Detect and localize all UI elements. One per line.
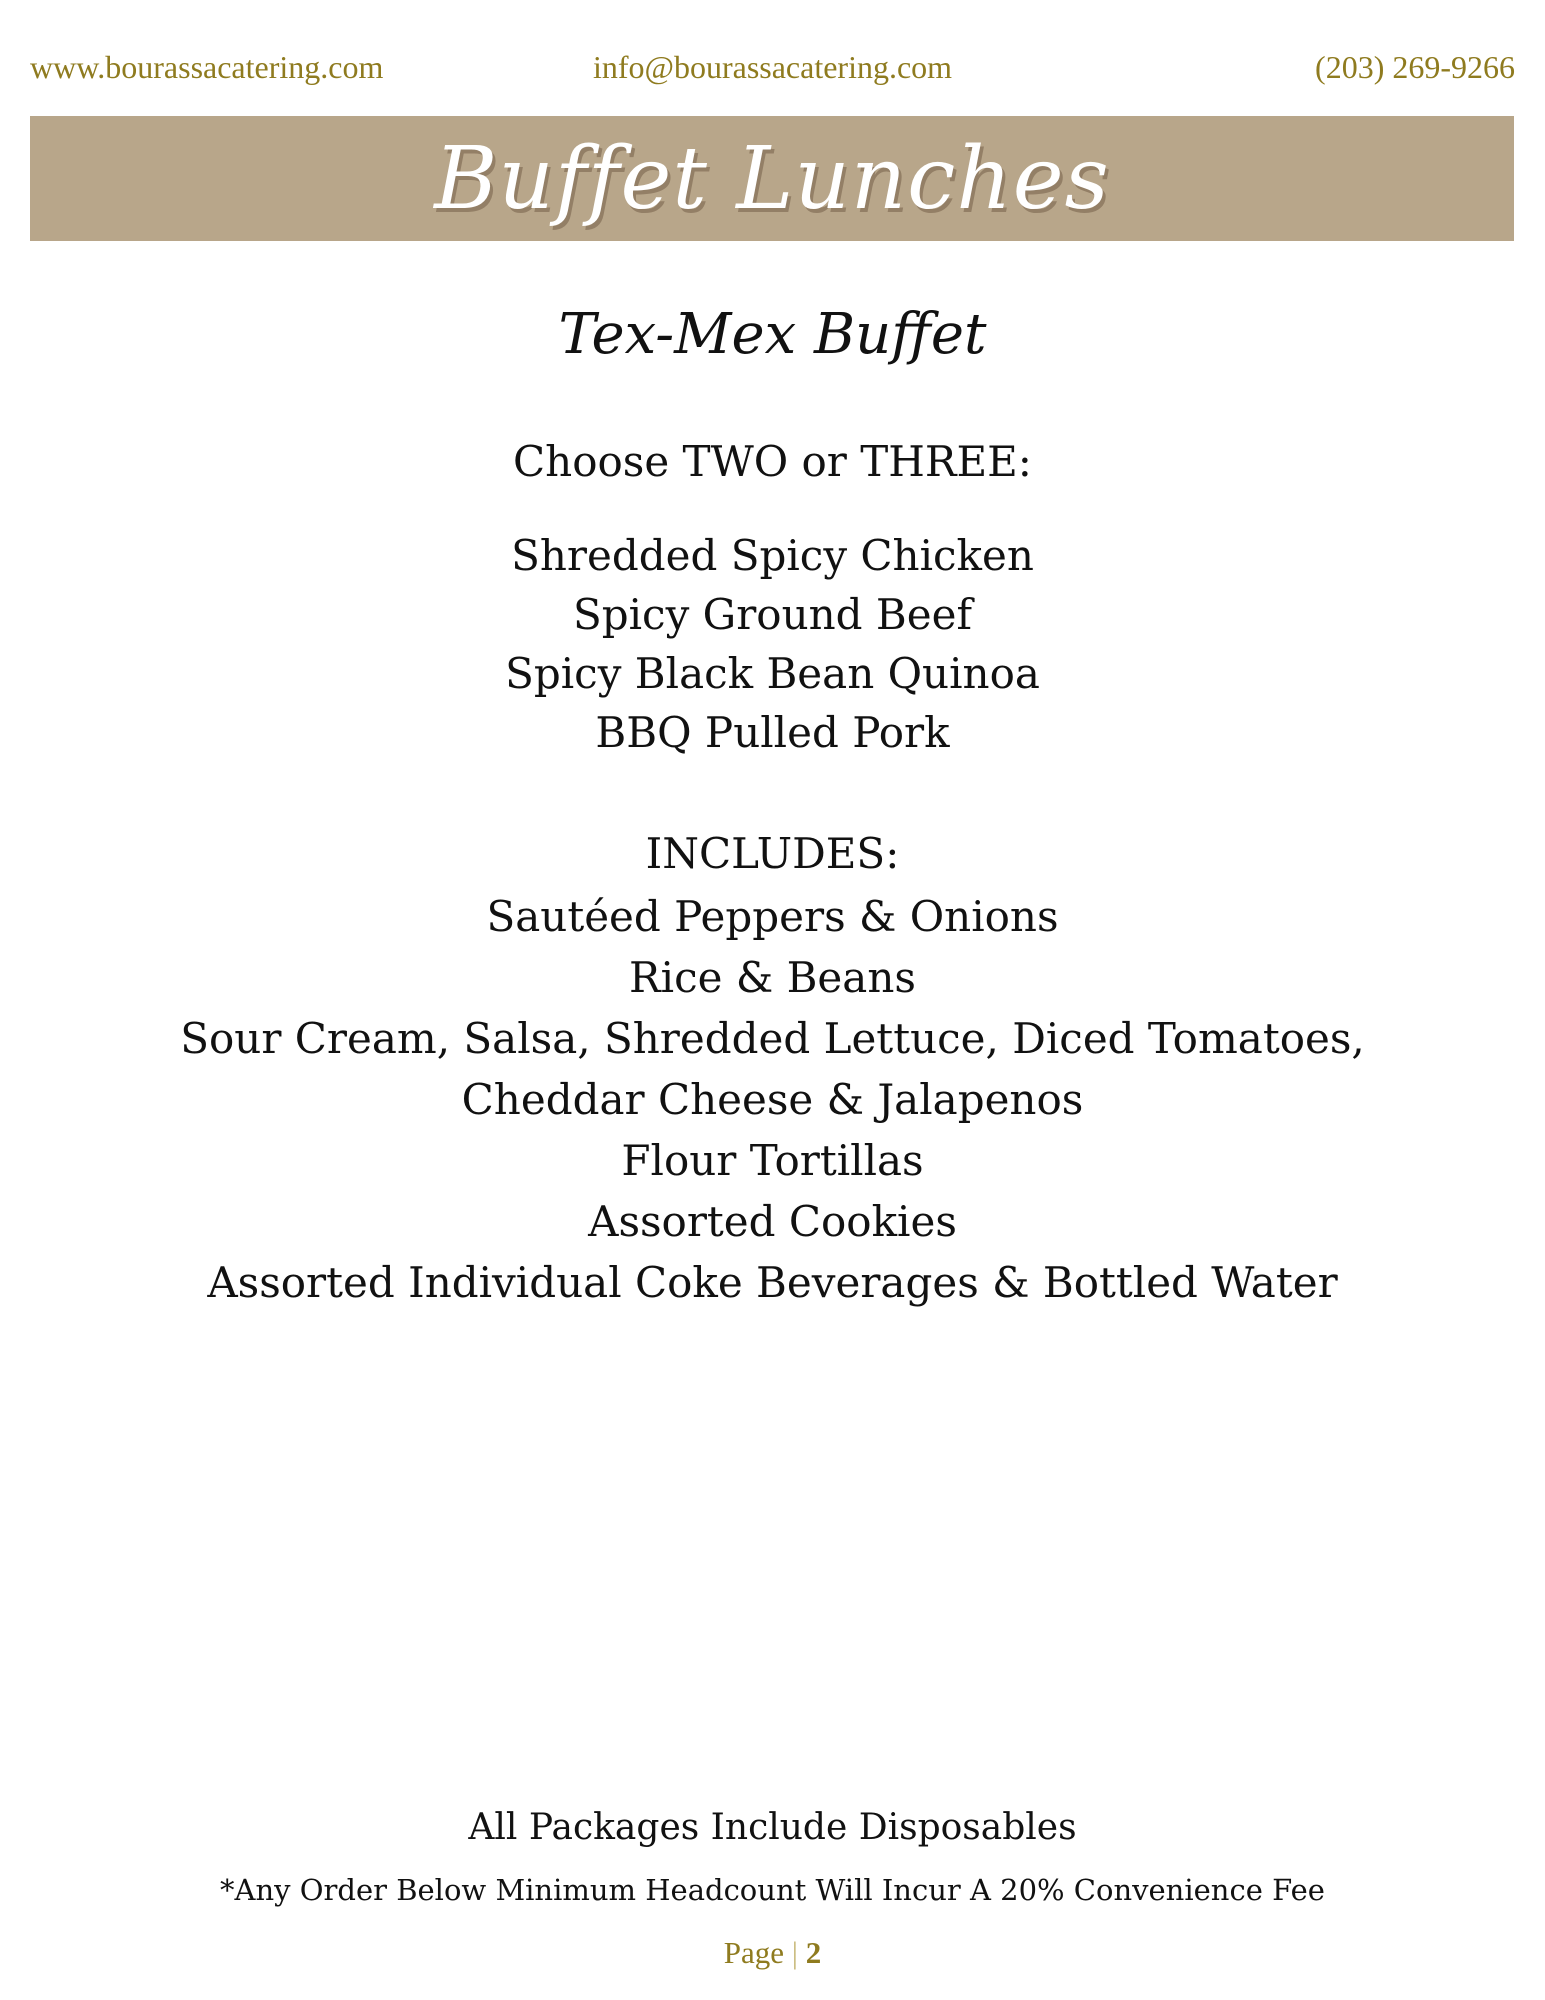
title-banner xyxy=(30,116,1514,241)
choice-item: Spicy Ground Beef xyxy=(572,590,973,639)
page-number xyxy=(0,1933,1545,1973)
choice-item: BBQ Pulled Pork xyxy=(595,708,950,757)
includes-item: Assorted Cookies xyxy=(588,1197,957,1246)
includes-list xyxy=(0,886,1545,1313)
includes-item: Sour Cream, Salsa, Shredded Lettuce, Diced Tomatoes, xyxy=(180,1014,1365,1063)
choice-item: Spicy Black Bean Quinoa xyxy=(505,649,1040,698)
choices-list xyxy=(0,526,1545,762)
page-label: Page xyxy=(723,1935,785,1970)
phone-number: (203) 269-9266 xyxy=(1315,49,1515,85)
includes-item: Rice & Beans xyxy=(629,953,916,1002)
convenience-fee-note: *Any Order Below Minimum Headcount Will Incur A 20% Convenience Fee xyxy=(220,1873,1325,1907)
includes-item: Flour Tortillas xyxy=(621,1136,924,1185)
choose-label: Choose TWO or THREE: xyxy=(513,437,1032,486)
disposables-note: All Packages Include Disposables xyxy=(468,1807,1077,1848)
website-link[interactable]: www.bourassacatering.com xyxy=(30,49,384,85)
menu-title: Tex-Mex Buffet xyxy=(558,302,987,367)
banner-title: Buffet Lunches xyxy=(434,128,1110,229)
page-separator: | xyxy=(791,1935,798,1970)
includes-item: Assorted Individual Coke Beverages & Bottled Water xyxy=(207,1258,1338,1307)
includes-item: Sautéed Peppers & Onions xyxy=(486,892,1059,941)
includes-label: INCLUDES: xyxy=(645,829,900,878)
includes-item: Cheddar Cheese & Jalapenos xyxy=(461,1075,1084,1124)
email-link[interactable]: info@bourassacatering.com xyxy=(592,49,953,85)
choice-item: Shredded Spicy Chicken xyxy=(511,531,1034,580)
page-number-value: 2 xyxy=(805,1935,822,1970)
